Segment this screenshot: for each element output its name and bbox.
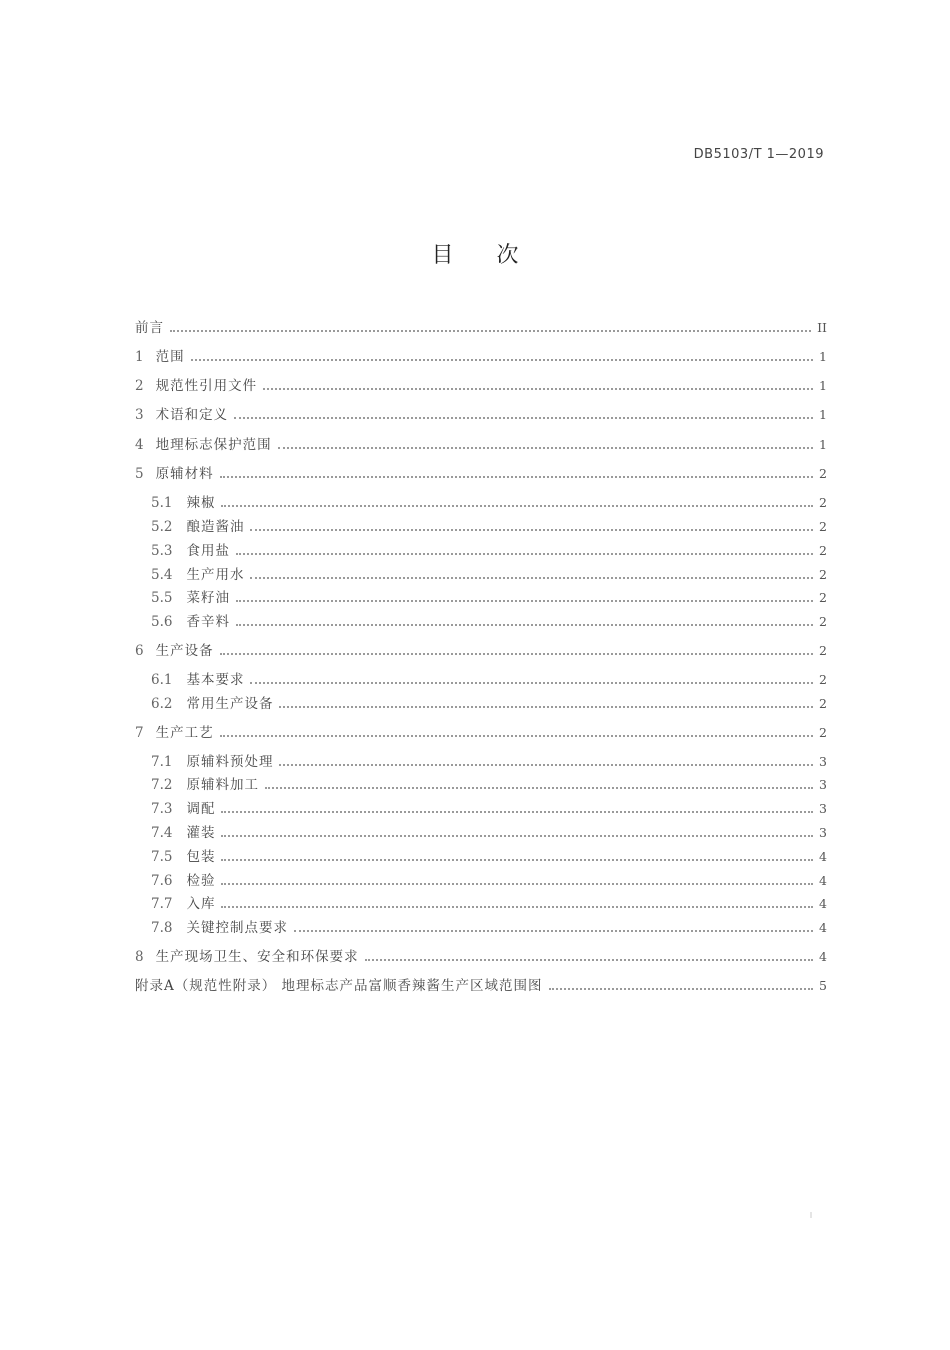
toc-entry-number: 5.4 (151, 567, 173, 583)
toc-leader-dots (278, 447, 813, 449)
toc-entry-page: 2 (819, 519, 827, 534)
toc-entry[interactable] (151, 772, 827, 794)
toc-entry-label: 调配 (186, 801, 216, 817)
toc-entry-page: 3 (819, 801, 827, 816)
toc-entry-number: 5.1 (151, 495, 173, 511)
toc-leader-dots (191, 359, 813, 361)
toc-entry-number: 5.6 (151, 614, 173, 630)
toc-entry[interactable] (151, 585, 827, 607)
toc-entry-label: 生产现场卫生、安全和环保要求 (155, 949, 359, 965)
scan-speck (810, 1212, 812, 1218)
toc-entry-number: 7.8 (151, 920, 173, 936)
toc-entry[interactable] (135, 720, 827, 742)
toc-entry-label: 范围 (155, 349, 185, 365)
toc-leader-dots (234, 417, 813, 419)
toc-leader-dots (221, 906, 813, 908)
toc-entry-page: 4 (819, 873, 827, 888)
toc-leader-dots (220, 653, 813, 655)
toc-entry-page: 4 (819, 949, 827, 964)
toc-entry-page: 5 (819, 978, 827, 993)
toc-leader-dots (170, 330, 811, 332)
toc-entry-page: II (817, 320, 827, 335)
toc-entry-label: 入库 (186, 896, 216, 912)
toc-entry-label: 检验 (186, 873, 216, 889)
toc-entry-page: 2 (819, 567, 827, 582)
toc-entry-label: 原辅料加工 (186, 777, 259, 793)
toc-entry-label: 食用盐 (186, 543, 230, 559)
toc-entry[interactable] (135, 432, 827, 454)
toc-leader-dots (250, 682, 813, 684)
toc-entry-page: 1 (819, 407, 827, 422)
toc-entry[interactable] (135, 973, 827, 995)
toc-entry[interactable] (151, 891, 827, 913)
toc-entry[interactable] (135, 315, 827, 337)
toc-entry-page: 3 (819, 777, 827, 792)
toc-entry[interactable] (151, 796, 827, 818)
toc-entry[interactable] (151, 915, 827, 937)
toc-entry-label: 术语和定义 (155, 407, 229, 423)
toc-entry-number: 2 (135, 378, 144, 394)
toc-leader-dots (250, 577, 813, 579)
toc-leader-dots (220, 735, 813, 737)
toc-entry[interactable] (151, 538, 827, 560)
toc-leader-dots (221, 859, 813, 861)
toc-entry-page: 2 (819, 643, 827, 658)
toc-leader-dots (549, 988, 814, 990)
toc-entry-label: 生产设备 (155, 643, 214, 659)
toc-entry-number: 7.5 (151, 849, 173, 865)
toc-entry-number: 7.1 (151, 754, 173, 770)
toc-entry-page: 1 (819, 437, 827, 452)
toc-entry[interactable] (151, 490, 827, 512)
toc-entry-number: 7.7 (151, 896, 173, 912)
toc-entry-number: 8 (135, 949, 144, 965)
toc-entry[interactable] (151, 562, 827, 584)
toc-entry[interactable] (151, 691, 827, 713)
toc-leader-dots (221, 505, 813, 507)
toc-entry-page: 2 (819, 543, 827, 558)
toc-entry-page: 2 (819, 725, 827, 740)
toc-leader-dots (236, 624, 813, 626)
toc-leader-dots (294, 930, 813, 932)
toc-entry[interactable] (151, 667, 827, 689)
toc-entry-number: 4 (135, 437, 144, 453)
toc-entry-label: 常用生产设备 (186, 696, 274, 712)
toc-entry-label: 地理标志保护范围 (155, 437, 272, 453)
toc-entry-number: 5.2 (151, 519, 173, 535)
toc-leader-dots (365, 959, 813, 961)
toc-entry-page: 1 (819, 378, 827, 393)
toc-entry[interactable] (135, 402, 827, 424)
toc-entry-label: 酿造酱油 (186, 519, 245, 535)
toc-entry-label: 前言 (135, 320, 164, 336)
toc-leader-dots (279, 706, 813, 708)
toc-leader-dots (263, 388, 813, 390)
toc-entry-page: 4 (819, 896, 827, 911)
toc-leader-dots (221, 811, 813, 813)
toc-entry-page: 2 (819, 495, 827, 510)
toc-title: 目 次 (431, 243, 537, 268)
toc-entry-label: 辣椒 (186, 495, 216, 511)
toc-entry-page: 3 (819, 825, 827, 840)
toc-entry-number: 7.6 (151, 873, 173, 889)
toc-entry[interactable] (151, 514, 827, 536)
toc-entry-number: 7.3 (151, 801, 173, 817)
toc-entry-page: 2 (819, 614, 827, 629)
toc-entry-number: 7.2 (151, 777, 173, 793)
toc-entry[interactable] (135, 344, 827, 366)
toc-entry-number: 5.5 (151, 590, 173, 606)
toc-entry-number: 6.1 (151, 672, 173, 688)
document-code: DB5103/T 1—2019 (693, 147, 824, 162)
toc-leader-dots (236, 600, 813, 602)
toc-entry[interactable] (135, 944, 827, 966)
toc-entry-label: 原辅材料 (155, 466, 214, 482)
toc-leader-dots (221, 835, 813, 837)
toc-entry-label: 基本要求 (186, 672, 245, 688)
toc-entry-number: 7.4 (151, 825, 173, 841)
toc-entry-page: 2 (819, 590, 827, 605)
toc-leader-dots (236, 553, 813, 555)
toc-entry-page: 4 (819, 849, 827, 864)
toc-entry[interactable] (151, 749, 827, 771)
toc-entry[interactable] (151, 844, 827, 866)
toc-entry-number: 6 (135, 643, 144, 659)
toc-entry[interactable] (151, 868, 827, 890)
toc-entry-number: 7 (135, 725, 144, 741)
toc-entry-number: 3 (135, 407, 144, 423)
toc-entry-number: 5 (135, 466, 144, 482)
toc-entry-label: 包装 (186, 849, 216, 865)
toc-entry-page: 1 (819, 349, 827, 364)
toc-entry-number: 1 (135, 349, 144, 365)
toc-entry-label: 附录A（规范性附录） 地理标志产品富顺香辣酱生产区域范围图 (135, 978, 543, 994)
toc-entry-page: 2 (819, 696, 827, 711)
toc-entry-number: 6.2 (151, 696, 173, 712)
toc-entry-number: 5.3 (151, 543, 173, 559)
toc-entry-label: 原辅料预处理 (186, 754, 274, 770)
toc-entry-label: 灌装 (186, 825, 216, 841)
toc-entry[interactable] (151, 820, 827, 842)
toc-leader-dots (265, 787, 813, 789)
toc-entry[interactable] (135, 373, 827, 395)
toc-entry-page: 2 (819, 672, 827, 687)
toc-entry-page: 4 (819, 920, 827, 935)
toc-leader-dots (221, 883, 813, 885)
toc-entry-page: 3 (819, 754, 827, 769)
toc-entry[interactable] (135, 461, 827, 483)
toc-entry-label: 菜籽油 (186, 590, 230, 606)
toc-entry-label: 规范性引用文件 (155, 378, 258, 394)
toc-entry-label: 生产用水 (186, 567, 245, 583)
toc-entry-label: 关键控制点要求 (186, 920, 288, 936)
toc-entry-page: 2 (819, 466, 827, 481)
toc-entry-label: 生产工艺 (155, 725, 214, 741)
toc-leader-dots (250, 529, 813, 531)
toc-entry[interactable] (135, 638, 827, 660)
toc-entry-label: 香辛料 (186, 614, 230, 630)
toc-leader-dots (279, 764, 813, 766)
toc-entry[interactable] (151, 609, 827, 631)
toc-leader-dots (220, 476, 813, 478)
